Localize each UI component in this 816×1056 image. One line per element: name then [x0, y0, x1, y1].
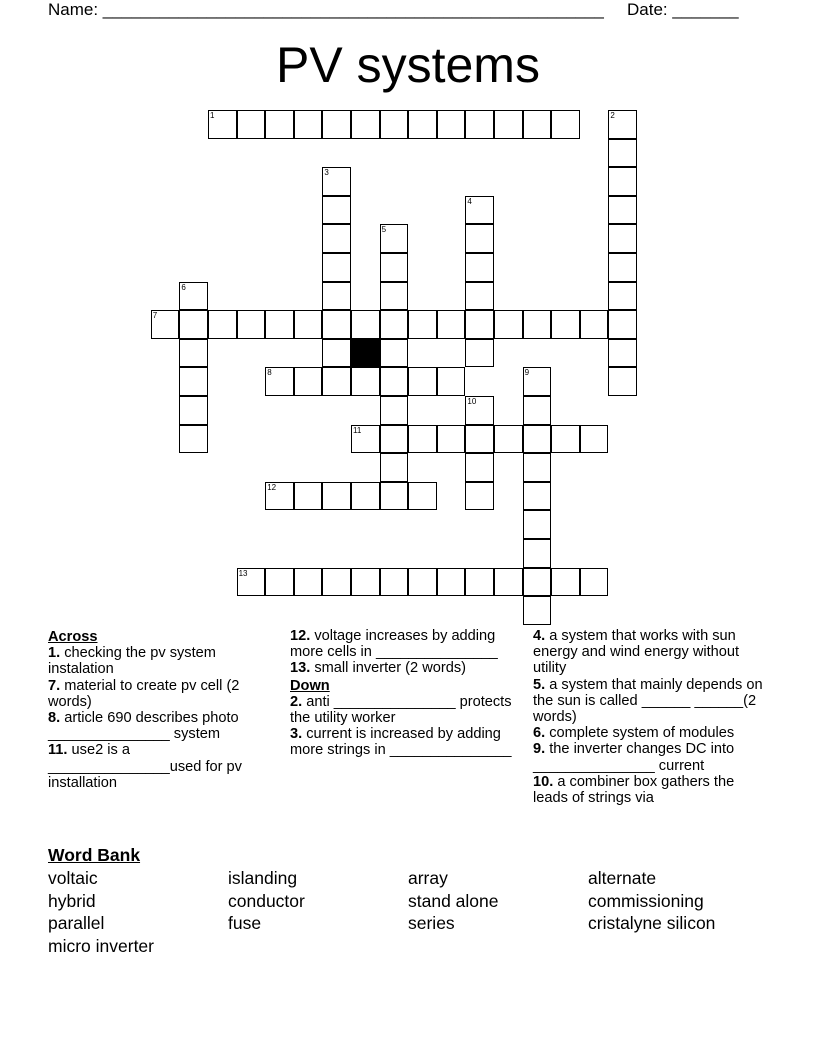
grid-cell[interactable]: [322, 282, 351, 311]
clue-column-3: [533, 628, 768, 806]
grid-cell[interactable]: [237, 310, 266, 339]
clue-item: [533, 741, 768, 773]
grid-cell[interactable]: [523, 310, 552, 339]
grid-cell[interactable]: [294, 482, 323, 511]
clue-number: 9.: [533, 741, 546, 758]
word-bank-item: cristalyne silicon: [588, 913, 716, 934]
clue-number: 7.: [48, 677, 61, 694]
clue-number: 2: [610, 111, 615, 120]
grid-cell[interactable]: [322, 482, 351, 511]
clue-item: [290, 660, 515, 676]
clue-text: checking the pv system instalation: [48, 645, 216, 678]
word-bank-item: micro inverter: [48, 936, 154, 957]
grid-cell[interactable]: [380, 453, 409, 482]
grid-cell[interactable]: [322, 253, 351, 282]
clue-number: 5: [381, 225, 387, 235]
grid-cell[interactable]: [580, 568, 609, 597]
clue-number: 8.: [48, 710, 61, 727]
grid-cell[interactable]: [351, 367, 380, 396]
grid-cell[interactable]: [322, 110, 351, 139]
clue-item: [533, 628, 768, 677]
grid-cell[interactable]: [551, 310, 580, 339]
grid-cell[interactable]: [351, 310, 380, 339]
grid-cell[interactable]: [380, 482, 409, 511]
grid-cell[interactable]: [551, 425, 580, 454]
clue-item: [533, 725, 768, 741]
grid-cell[interactable]: [608, 367, 637, 396]
grid-cell[interactable]: [265, 310, 294, 339]
grid-cell[interactable]: [523, 596, 552, 625]
grid-cell[interactable]: [465, 196, 494, 225]
grid-cell[interactable]: [580, 425, 609, 454]
clue-number: 5.: [533, 676, 546, 693]
black-cell: [351, 339, 380, 368]
grid-cell[interactable]: [465, 339, 494, 368]
clue-text: voltage increases by adding more cells in _______________: [290, 628, 498, 661]
clue-number: 12.: [290, 628, 311, 644]
grid-cell[interactable]: [237, 568, 266, 597]
clue-text: current is increased by adding more strings in _______________: [290, 726, 512, 759]
clue-number: 2.: [290, 693, 303, 710]
grid-cell[interactable]: [523, 396, 552, 425]
clue-heading: Down: [290, 677, 330, 694]
grid-cell[interactable]: [208, 110, 237, 139]
grid-cell[interactable]: [380, 367, 409, 396]
clue-item: [533, 774, 768, 806]
clue-heading: Across: [48, 629, 98, 645]
grid-cell[interactable]: [322, 167, 351, 196]
clue-number: 13: [238, 568, 248, 578]
grid-cell[interactable]: [523, 110, 552, 139]
grid-cell[interactable]: [380, 224, 409, 253]
clue-number: 6: [181, 282, 186, 292]
clue-text: a system that works with sun energy and wind energy without utility: [533, 628, 740, 677]
clue-item: [533, 677, 768, 726]
grid-cell[interactable]: [294, 310, 323, 339]
name-field: Name: _____________________________________________________: [48, 0, 604, 19]
grid-cell[interactable]: [380, 310, 409, 339]
grid-cell[interactable]: [179, 425, 208, 454]
clue-number: 10.: [533, 773, 554, 790]
clue-column-1: [48, 628, 273, 791]
clue-number: 3.: [290, 726, 303, 743]
clue-item: [48, 645, 273, 677]
word-bank-item: fuse: [228, 913, 262, 934]
word-bank-item: array: [408, 868, 448, 888]
clue-number: 13.: [290, 660, 311, 677]
grid-cell[interactable]: [465, 425, 494, 454]
grid-cell[interactable]: [523, 482, 552, 511]
word-bank-item: conductor: [228, 890, 305, 911]
grid-cell[interactable]: [322, 310, 351, 339]
grid-cell[interactable]: [465, 482, 494, 511]
clue-item: [48, 710, 273, 742]
grid-cell[interactable]: [523, 425, 552, 454]
clue-number: 1.: [48, 645, 61, 662]
word-bank-item: islanding: [228, 868, 298, 888]
grid-cell[interactable]: [551, 110, 580, 139]
grid-cell[interactable]: [322, 339, 351, 368]
word-bank-item: stand alone: [408, 890, 499, 911]
word-bank-item: voltaic: [48, 868, 98, 888]
clue-number: 12: [267, 482, 277, 492]
grid-cell[interactable]: [322, 224, 351, 253]
clue-text: a combiner box gathers the leads of strings via: [533, 773, 735, 807]
grid-cell[interactable]: [437, 425, 466, 454]
grid-cell[interactable]: [494, 425, 523, 454]
grid-cell[interactable]: [380, 425, 409, 454]
grid-cell[interactable]: [608, 310, 637, 339]
grid-cell[interactable]: [408, 110, 437, 139]
grid-cell[interactable]: [437, 310, 466, 339]
clue-number: 8: [267, 368, 272, 378]
grid-cell[interactable]: [408, 482, 437, 511]
clue-text: use2 is a _______________used for pv installation: [48, 742, 242, 791]
clue-item: [290, 726, 515, 758]
clue-number: 6.: [533, 725, 546, 742]
clue-number: 1: [210, 111, 215, 120]
clue-text: article 690 describes photo _______________ system: [48, 710, 239, 743]
grid-cell[interactable]: [351, 482, 380, 511]
grid-cell[interactable]: [294, 110, 323, 139]
grid-cell[interactable]: [294, 568, 323, 597]
grid-cell[interactable]: [380, 339, 409, 368]
grid-cell[interactable]: [523, 539, 552, 568]
clue-number: 3: [324, 168, 329, 178]
grid-cell[interactable]: [380, 253, 409, 282]
date-field: Date: _______: [627, 0, 739, 19]
grid-cell[interactable]: [151, 310, 180, 339]
grid-cell[interactable]: [608, 339, 637, 368]
grid-cell[interactable]: [465, 224, 494, 253]
grid-cell[interactable]: [494, 310, 523, 339]
grid-cell[interactable]: [608, 139, 637, 168]
grid-cell[interactable]: [351, 110, 380, 139]
grid-cell[interactable]: [465, 110, 494, 139]
grid-cell[interactable]: [523, 453, 552, 482]
word-bank-title: Word Bank: [48, 845, 141, 865]
grid-cell[interactable]: [408, 310, 437, 339]
clue-text: anti _______________ protects the utility worker: [290, 693, 512, 727]
grid-cell[interactable]: [523, 568, 552, 597]
grid-cell[interactable]: [265, 110, 294, 139]
grid-cell[interactable]: [465, 396, 494, 425]
clue-item: [290, 694, 515, 726]
grid-cell[interactable]: [322, 367, 351, 396]
grid-cell[interactable]: [494, 110, 523, 139]
grid-cell[interactable]: [465, 568, 494, 597]
grid-cell[interactable]: [465, 282, 494, 311]
grid-cell[interactable]: [322, 568, 351, 597]
grid-cell[interactable]: [551, 568, 580, 597]
puzzle-title: PV systems: [276, 37, 540, 93]
clue-number: 11: [353, 425, 362, 435]
grid-cell[interactable]: [208, 310, 237, 339]
word-bank-item: series: [408, 913, 455, 934]
grid-cell[interactable]: [380, 396, 409, 425]
clue-text: the inverter changes DC into _______________ current: [533, 741, 735, 774]
clue-column-2: [290, 628, 515, 759]
clue-item: [48, 742, 273, 791]
grid-cell[interactable]: [294, 367, 323, 396]
grid-cell[interactable]: [465, 453, 494, 482]
grid-cell[interactable]: [380, 282, 409, 311]
grid-cell[interactable]: [608, 224, 637, 253]
grid-cell[interactable]: [608, 110, 637, 139]
grid-cell[interactable]: [437, 568, 466, 597]
grid-cell[interactable]: [437, 367, 466, 396]
grid-cell[interactable]: [494, 568, 523, 597]
grid-cell[interactable]: [465, 253, 494, 282]
word-bank-item: hybrid: [48, 890, 96, 911]
grid-cell[interactable]: [265, 367, 294, 396]
grid-cell[interactable]: [580, 310, 609, 339]
grid-cell[interactable]: [351, 568, 380, 597]
grid-cell[interactable]: [351, 425, 380, 454]
clue-text: small inverter (2 words): [310, 660, 466, 677]
grid-cell[interactable]: [608, 167, 637, 196]
grid-cell[interactable]: [408, 425, 437, 454]
grid-cell[interactable]: [523, 510, 552, 539]
grid-cell[interactable]: [179, 367, 208, 396]
grid-cell[interactable]: [408, 367, 437, 396]
grid-cell[interactable]: [265, 482, 294, 511]
grid-cell[interactable]: [179, 396, 208, 425]
clue-number: 11.: [48, 742, 68, 759]
clue-item: [290, 628, 515, 660]
grid-cell[interactable]: [523, 367, 552, 396]
grid-cell[interactable]: [608, 196, 637, 225]
clue-number: 9: [524, 368, 530, 378]
clue-number: 10: [467, 397, 477, 406]
clue-text: complete system of modules: [545, 725, 735, 742]
grid-cell[interactable]: [179, 339, 208, 368]
clue-number: 7: [152, 311, 158, 321]
grid-cell[interactable]: [437, 110, 466, 139]
grid-cell[interactable]: [179, 282, 208, 311]
clue-number: 4: [467, 196, 472, 206]
word-bank-item: commissioning: [588, 890, 704, 911]
grid-cell[interactable]: [380, 110, 409, 139]
clue-text: material to create pv cell (2 words): [48, 677, 240, 710]
grid-cell[interactable]: [408, 568, 437, 597]
grid-cell[interactable]: [322, 196, 351, 225]
grid-cell[interactable]: [380, 568, 409, 597]
grid-cell[interactable]: [608, 253, 637, 282]
word-bank-item: parallel: [48, 913, 105, 934]
clue-number: 4.: [533, 628, 546, 644]
grid-cell[interactable]: [237, 110, 266, 139]
word-bank-item: alternate: [588, 868, 657, 888]
grid-cell[interactable]: [265, 568, 294, 597]
grid-cell[interactable]: [608, 282, 637, 311]
grid-cell[interactable]: [179, 310, 208, 339]
grid-cell[interactable]: [465, 310, 494, 339]
clue-item: [48, 678, 273, 710]
clue-text: a system that mainly depends on the sun is called ______ ______(2 words): [533, 676, 763, 726]
